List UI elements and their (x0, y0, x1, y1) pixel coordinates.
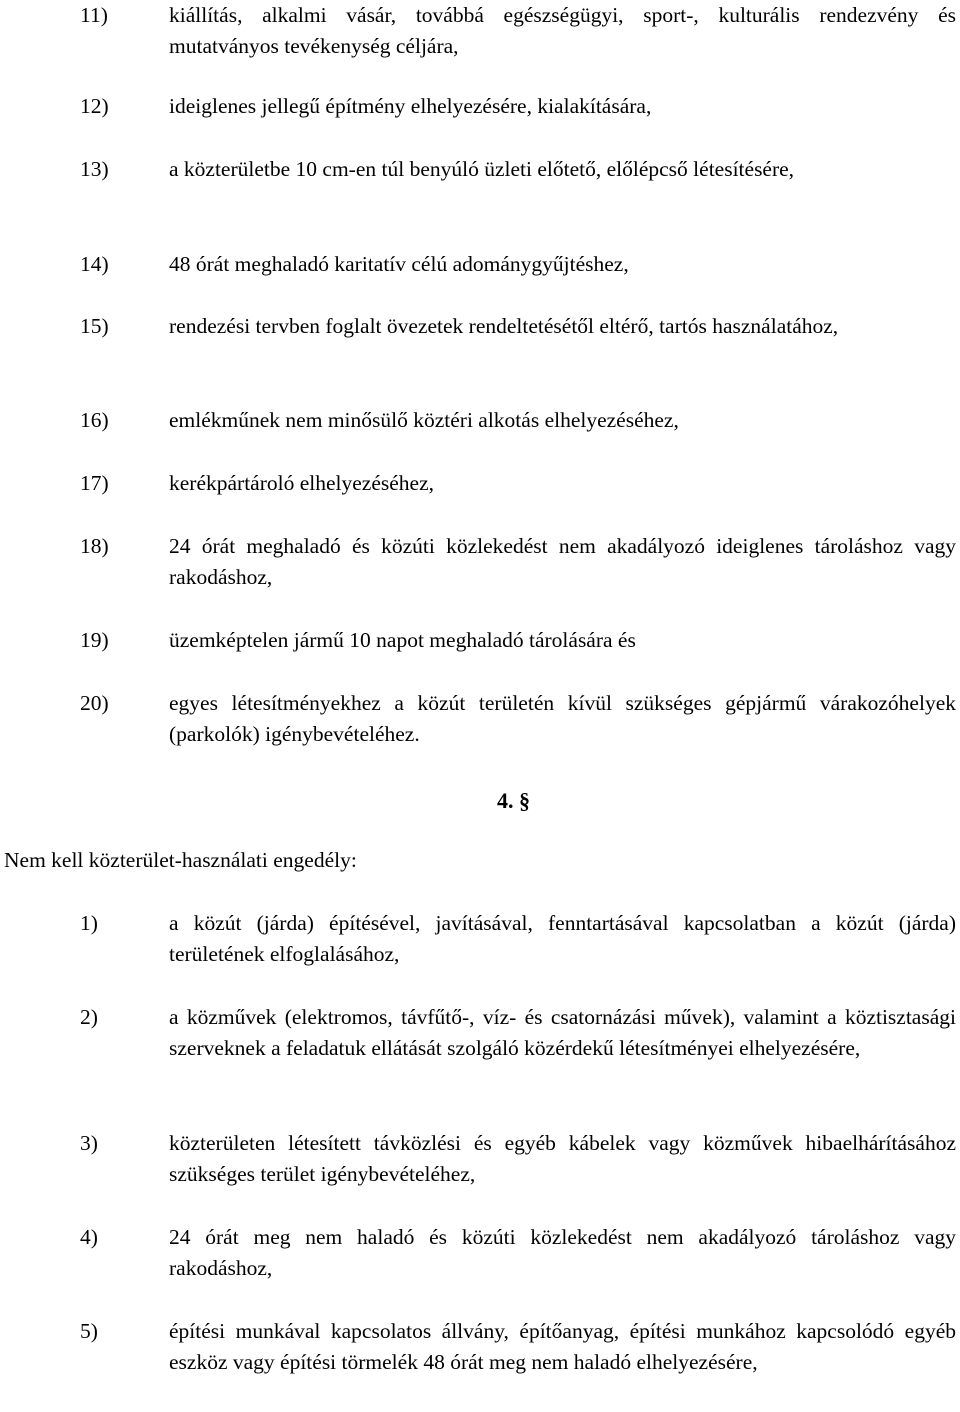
item-number: 5) (80, 1319, 98, 1343)
section-intro: Nem kell közterület-használati engedély: (4, 848, 357, 872)
item-text: emlékműnek nem minősülő köztéri alkotás elhelyezéséhez, (169, 408, 679, 432)
item-number: 16) (80, 408, 109, 432)
item-number: 18) (80, 534, 109, 558)
item-number: 15) (80, 314, 109, 338)
item-text: üzemképtelen jármű 10 napot meghaladó tárolására és (169, 628, 636, 652)
item-number: 3) (80, 1131, 98, 1155)
item-number: 19) (80, 628, 109, 652)
section-heading: 4. § (497, 788, 530, 813)
item-number: 4) (80, 1225, 98, 1249)
item-number: 20) (80, 691, 109, 715)
item-text: ideiglenes jellegű építmény elhelyezésére, kialakítására, (169, 94, 652, 118)
item-text: kiállítás, alkalmi vásár, továbbá egészségügyi, sport-, kulturális rendezvény és mutatványos tevékenység céljára, (169, 3, 956, 58)
item-number: 17) (80, 471, 109, 495)
item-text: a közút (járda) építésével, javításával, fenntartásával kapcsolatban a közút (járda) területének elfoglalásához, (169, 911, 956, 966)
item-text: a közművek (elektromos, távfűtő-, víz- és csatornázási művek), valamint a köztisztasági szerveknek a feladatuk ellátását szolgáló közérdekű létesítményei elhelyezésére, (169, 1005, 956, 1060)
item-text: 24 órát meg nem haladó és közúti közlekedést nem akadályozó tároláshoz vagy rakodáshoz, (169, 1225, 956, 1280)
item-number: 11) (80, 3, 108, 27)
item-text: 24 órát meghaladó és közúti közlekedést nem akadályozó ideiglenes tároláshoz vagy rakodáshoz, (169, 534, 956, 589)
item-number: 14) (80, 252, 109, 276)
item-number: 13) (80, 157, 109, 181)
item-number: 1) (80, 911, 98, 935)
item-text: közterületen létesített távközlési és egyéb kábelek vagy közművek hibaelhárításához szükséges terület igénybevételéhez, (169, 1131, 956, 1186)
item-text: a közterületbe 10 cm-en túl benyúló üzleti előtető, előlépcső létesítésére, (169, 157, 795, 181)
item-text: egyes létesítményekhez a közút területén kívül szükséges gépjármű várakozóhelyek (parkolók) igénybevételéhez. (169, 691, 956, 746)
item-text: 48 órát meghaladó karitatív célú adománygyűjtéshez, (169, 252, 629, 276)
item-number: 2) (80, 1005, 98, 1029)
item-text: építési munkával kapcsolatos állvány, építőanyag, építési munkához kapcsolódó egyéb eszköz vagy építési törmelék 48 órát meg nem haladó elhelyezésére, (169, 1319, 956, 1374)
item-text: kerékpártároló elhelyezéséhez, (169, 471, 435, 495)
item-text: rendezési tervben foglalt övezetek rendeltetésétől eltérő, tartós használatához, (169, 314, 839, 338)
item-number: 12) (80, 94, 109, 118)
